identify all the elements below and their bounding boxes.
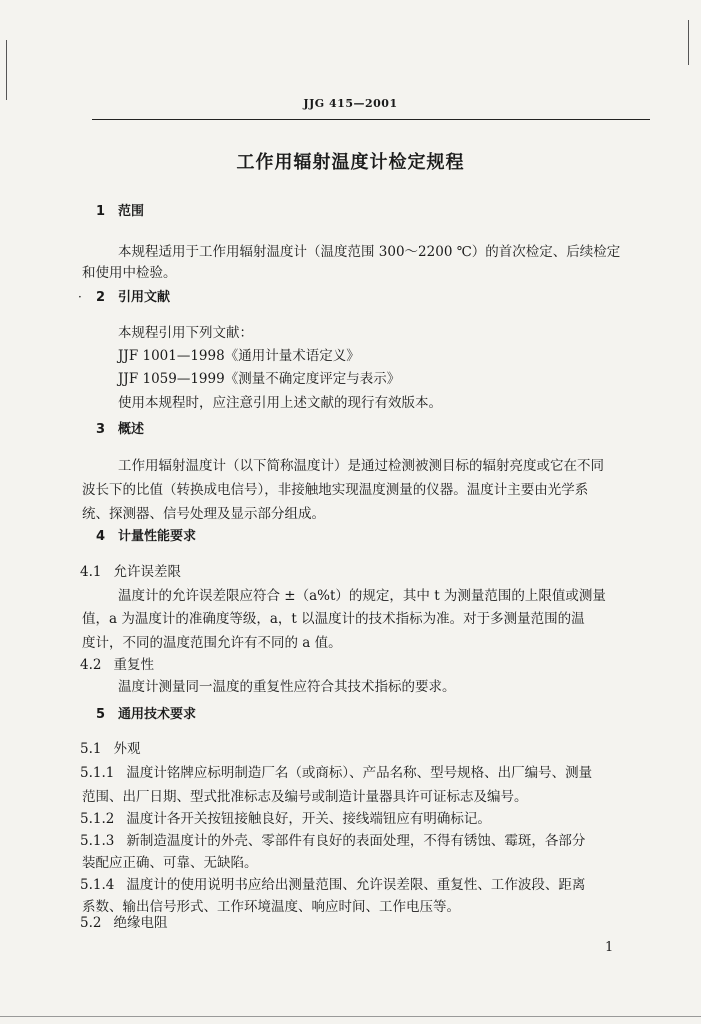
paragraph-line: 装配应正确、可靠、无缺陷。: [82, 855, 258, 871]
clause-number: 5.1.4: [80, 877, 115, 893]
clause-number: 4.2: [80, 657, 102, 673]
paragraph-line: 工作用辐射温度计（以下简称温度计）是通过检测被测目标的辐射亮度或它在不同: [118, 458, 604, 474]
paragraph-line: 系数、输出信号形式、工作环境温度、响应时间、工作电压等。: [82, 899, 460, 915]
header-rule: [92, 119, 650, 120]
clause-line: [80, 656, 154, 674]
paragraph-line: 和使用中检验。: [82, 265, 177, 281]
clause-line: [80, 563, 181, 581]
document-title: 工作用辐射温度计检定规程: [236, 152, 465, 173]
section-title: 通用技术要求: [118, 707, 197, 722]
section-number: 4: [96, 529, 106, 544]
paragraph-line: 范围、出厂日期、型式批准标志及编号或制造计量器具许可证标志及编号。: [82, 789, 528, 805]
paragraph-line: 温度计测量同一温度的重复性应符合其技术指标的要求。: [118, 679, 456, 695]
paragraph-line: 度计，不同的温度范围允许有不同的 a 值。: [82, 635, 342, 651]
clause-number: 4.1: [80, 564, 102, 580]
standard-code: JJG 415—2001: [303, 97, 398, 110]
paragraph-line: 波长下的比值（转换成电信号），非接触地实现温度测量的仪器。温度计主要由光学系: [82, 482, 589, 498]
section-title: 概述: [118, 422, 145, 437]
section-title: 计量性能要求: [118, 529, 197, 544]
paragraph-line: 本规程引用下列文献：: [118, 325, 253, 341]
clause-line: [80, 876, 585, 894]
clause-line: [80, 810, 491, 828]
clause-number: 5.2: [80, 915, 102, 931]
clause-text: 重复性: [113, 657, 154, 673]
paragraph-line: JJF 1001—1998《通用计量术语定义》: [118, 348, 360, 364]
section-title: 范围: [118, 204, 145, 219]
clause-number: 5.1.1: [80, 765, 115, 781]
clause-number: 5.1: [80, 741, 102, 757]
footer-rule: [0, 1016, 701, 1017]
section-heading: [96, 528, 196, 546]
section-number: 3: [96, 422, 106, 437]
paragraph-line: 值，a 为温度计的准确度等级，a，t 以温度计的技术指标为准。对于多测量范围的温: [82, 611, 585, 627]
clause-text: 绝缘电阻: [113, 915, 168, 931]
clause-text: 温度计铭牌应标明制造厂名（或商标）、产品名称、型号规格、出厂编号、测量: [126, 765, 593, 781]
section-title: 引用文献: [118, 290, 171, 305]
clause-line: [80, 764, 592, 782]
section-heading: [96, 421, 144, 439]
scan-edge-mark: [688, 20, 689, 65]
clause-text: 允许误差限: [113, 564, 181, 580]
clause-line: [80, 914, 167, 932]
margin-dot: ·: [78, 290, 82, 304]
paragraph-line: 本规程适用于工作用辐射温度计（温度范围 300～2200 ℃）的首次检定、后续检定: [118, 244, 621, 260]
section-heading: [96, 706, 196, 724]
section-number: 5: [96, 707, 106, 722]
scan-edge-mark: [6, 40, 7, 100]
paragraph-line: JJF 1059—1999《测量不确定度评定与表示》: [118, 371, 401, 387]
paragraph-line: 温度计的允许误差限应符合 ±（a%t）的规定，其中 t 为测量范围的上限值或测量: [118, 588, 606, 604]
clause-line: [80, 740, 140, 758]
clause-text: 温度计的使用说明书应给出测量范围、允许误差限、重复性、工作波段、距离: [126, 877, 586, 893]
clause-text: 外观: [113, 741, 141, 757]
clause-number: 5.1.2: [80, 811, 115, 827]
paragraph-line: 使用本规程时，应注意引用上述文献的现行有效版本。: [118, 395, 442, 411]
page-number: 1: [605, 940, 614, 955]
section-number: 1: [96, 204, 106, 219]
clause-line: [80, 832, 585, 850]
paragraph-line: 统、探测器、信号处理及显示部分组成。: [82, 506, 325, 522]
section-number: 2: [96, 290, 106, 305]
clause-text: 温度计各开关按钮接触良好，开关、接线端钮应有明确标记。: [126, 811, 491, 827]
section-heading: [96, 203, 144, 221]
clause-number: 5.1.3: [80, 833, 115, 849]
clause-text: 新制造温度计的外壳、零部件有良好的表面处理，不得有锈蚀、霉斑，各部分: [126, 833, 586, 849]
section-heading: [96, 289, 170, 307]
